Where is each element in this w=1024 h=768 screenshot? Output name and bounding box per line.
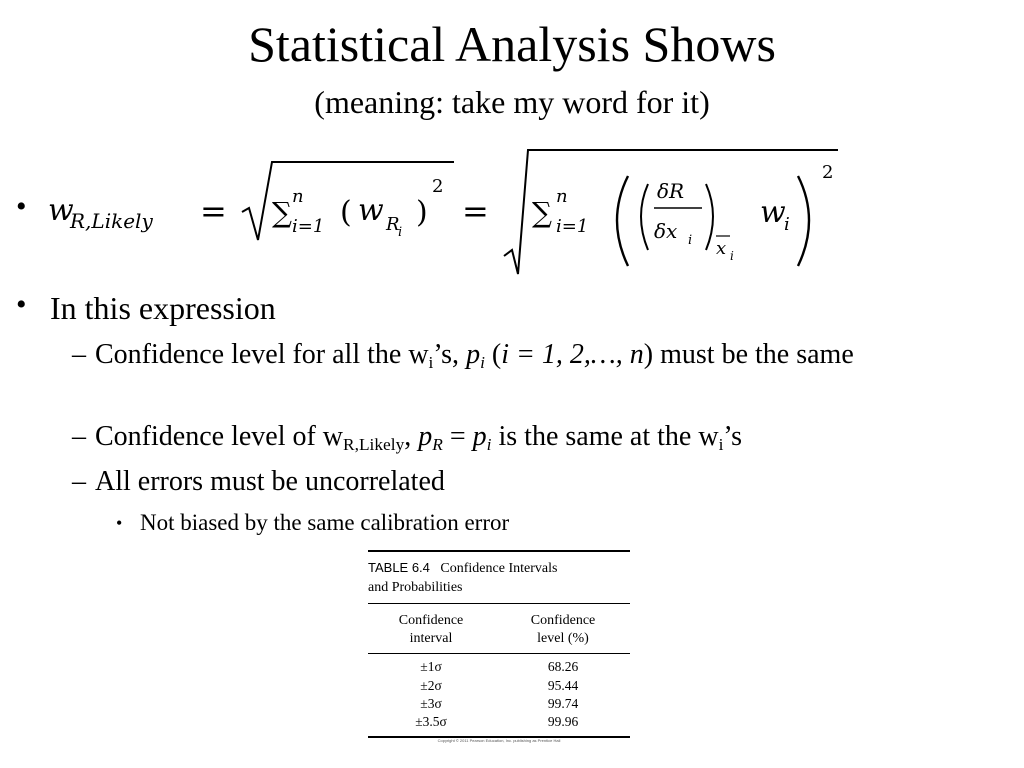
eval-at: x [716, 238, 727, 259]
subsub-bullet-not-biased: Not biased by the same calibration error [140, 510, 510, 535]
dash-marker: – [72, 466, 86, 497]
deriv-den-sub: i [688, 233, 693, 248]
sum-2-lower: i=1 [556, 216, 589, 237]
sum-1: ∑ [272, 196, 292, 229]
table-cell-interval: ±1σ [420, 659, 442, 674]
lhs-sub: R,Likely [70, 209, 153, 233]
table-label: TABLE 6.4 [368, 560, 430, 575]
table-header-rule [368, 603, 630, 604]
sum-1-lower: i=1 [292, 216, 325, 237]
big-paren-open [617, 176, 628, 266]
table-caption [368, 558, 557, 597]
radical-2 [504, 150, 838, 274]
bullet-marker: • [16, 190, 27, 223]
table-cell-level: 99.96 [547, 714, 579, 729]
table-cell-interval: ±3σ [420, 696, 442, 711]
bullet-in-this-expression: In this expression [50, 290, 276, 326]
big-paren-close [798, 176, 809, 266]
equals-2: = [462, 192, 489, 230]
weight-var: w [760, 195, 786, 230]
bullet-marker-small: • [116, 513, 123, 533]
confidence-table [368, 548, 630, 748]
table-cell-level: 68.26 [547, 659, 579, 674]
sub-bullet-confidence-likely: Confidence level of $w_{R,Likely}$, $p_R = p_i$ is the same at the $w_i’s$ [95, 421, 743, 455]
power-1: 2 [432, 176, 444, 197]
paren-open-2 [641, 184, 648, 250]
table-cell-interval: ±3.5σ [415, 714, 447, 729]
table-copyright: Copyright © 2011 Pearson Education, Inc. publishing as Prentice Hall [437, 738, 561, 743]
slide-subtitle: (meaning: take my word for it) [314, 84, 710, 120]
term-sub: R [386, 214, 400, 235]
table-cell-interval: ±2σ [420, 678, 442, 693]
table-cell-level: 99.74 [547, 696, 579, 711]
eval-at-sub: i [730, 249, 734, 263]
slide-title: Statistical Analysis Shows [248, 16, 776, 72]
weight-sub: i [784, 214, 790, 235]
deriv-den: δx [654, 219, 678, 243]
lhs-var: w [48, 193, 74, 228]
dash-marker: – [72, 421, 86, 452]
bullet-marker: • [16, 288, 27, 321]
col1-header: Confidence interval [398, 613, 464, 646]
equals-1: = [200, 192, 227, 230]
deriv-num: δR [657, 179, 685, 203]
sub-bullet-uncorrelated: All errors must be uncorrelated [95, 466, 445, 497]
sum-2: ∑ [532, 196, 552, 229]
sum-1-upper: n [292, 186, 304, 207]
paren-close-1: ) [416, 195, 428, 230]
table-caption-line1: Confidence Intervals [440, 561, 558, 576]
sub-bullet-confidence-all: Confidence level for all the $w_i’s$, $p_i$ (i = 1, 2,…, n) must be the same [95, 339, 854, 373]
uncertainty-equation [0, 140, 1024, 280]
paren-close-2 [706, 184, 713, 250]
power-2: 2 [822, 162, 834, 183]
paren-open-1: ( [340, 195, 352, 230]
term-var: w [358, 193, 384, 228]
table-top-rule [368, 550, 630, 552]
dash-marker: – [72, 339, 86, 370]
term-subsub: i [398, 225, 403, 240]
col2-header: Confidence level (%) [530, 613, 596, 646]
sum-2-upper: n [556, 186, 568, 207]
table-body-rule [368, 653, 630, 654]
table-cell-level: 95.44 [547, 678, 579, 693]
table-caption-line2: and Probabilities [368, 580, 463, 595]
